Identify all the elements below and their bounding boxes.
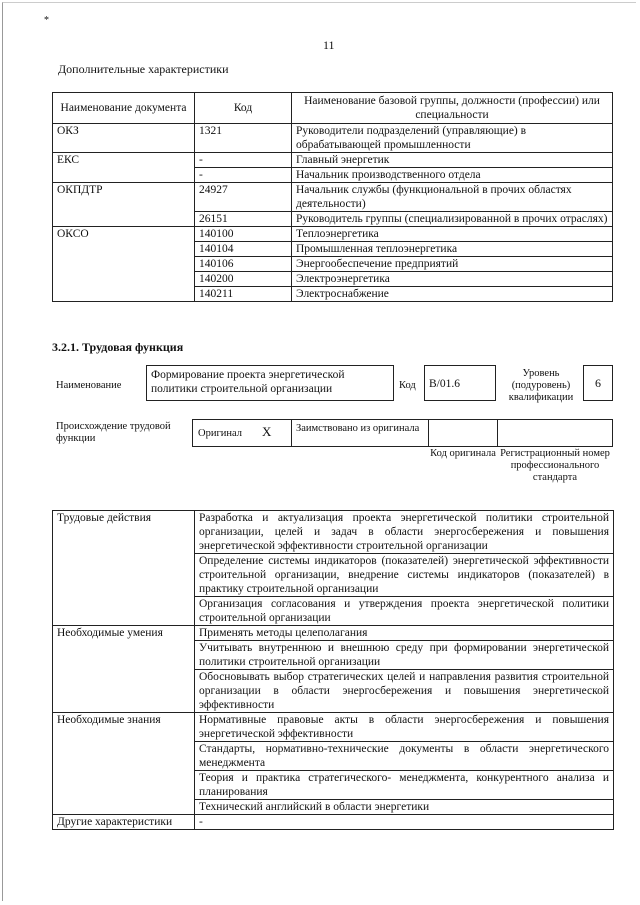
list-item: Разработка и актуализация проекта энергетической политики строительной организации, целей и задач в области энергосбережения и повышения энергетической эффективности строительной организации [195,511,614,554]
name-cell: Начальник производственного отдела [292,168,613,183]
table-row [53,815,614,830]
doc-cell: ОКЗ [53,124,195,153]
table-row [53,511,614,554]
category-other-characteristics: Другие характеристики [53,815,195,830]
name-cell: Теплоэнергетика [292,227,613,242]
code-cell: 140200 [195,272,292,287]
table-header-row [53,93,613,124]
list-item: Учитывать внутреннюю и внешнюю среду при формировании энергетической политики строительной организации [195,641,614,670]
original-mark: X [262,424,272,439]
code-cell: 140104 [195,242,292,257]
function-code-value: B/01.6 [429,378,460,390]
original-box [192,419,292,447]
doc-cell: ОКСО [53,227,195,302]
level-box [583,365,613,401]
name-cell: Электроснабжение [292,287,613,302]
name-cell: Главный энергетик [292,153,613,168]
list-item: Организация согласования и утверждения проекта энергетической политики строительной организации [195,597,614,626]
code-cell: 26151 [195,212,292,227]
code-cell: 24927 [195,183,292,212]
function-name-box [146,365,394,401]
original-code-box [428,419,498,447]
table-row [53,153,613,168]
name-cell: Руководитель группы (специализированной в прочих отраслях) [292,212,613,227]
original-code-caption: Код оригинала [430,448,496,459]
level-label: Уровень (подуровень) квалификации [508,368,574,403]
corner-mark: * [44,15,49,26]
function-name-value: Формирование проекта энергетической политики строительной организации [151,369,345,395]
borrowed-box [291,419,429,447]
list-item: Стандарты, нормативно-технические документы в области энергетического менеджмента [195,742,614,771]
table-row [53,713,614,742]
code-cell: 1321 [195,124,292,153]
page-number: 11 [323,38,335,52]
name-cell: Промышленная теплоэнергетика [292,242,613,257]
code-cell: - [195,168,292,183]
name-label: Наименование [56,380,122,391]
labor-function-title: 3.2.1. Трудовая функция [52,340,184,354]
table-row [53,183,613,212]
reg-number-caption: Регистрационный номер профессионального стандарта [500,448,610,483]
list-item: - [195,815,614,830]
doc-cell: ОКПДТР [53,183,195,227]
function-code-box [424,365,496,401]
list-item: Теория и практика стратегического- менеджмента, конкурентного анализа и планирования [195,771,614,800]
list-item: Технический английский в области энергетики [195,800,614,815]
header-document: Наименование документа [53,93,195,124]
category-required-skills: Необходимые умения [53,626,195,713]
name-cell: Энергообеспечение предприятий [292,257,613,272]
borrowed-label: Заимствовано из оригинала [296,423,420,434]
list-item: Применять методы целеполагания [195,626,614,641]
additional-characteristics-table [52,92,613,302]
header-code: Код [195,93,292,124]
list-item: Нормативные правовые акты в области энергосбережения и повышения энергетической эффективности [195,713,614,742]
list-item: Определение системы индикаторов (показателей) энергетической эффективности строительной организации, внедрение системы индикаторов (показателей) в практику строительной организации [195,554,614,597]
name-cell: Электроэнергетика [292,272,613,287]
list-item: Обосновывать выбор стратегических целей и направления развития строительной организации в области энергосбережения и повышения энергетической эффективности [195,670,614,713]
code-cell: - [195,153,292,168]
table-row [53,626,614,641]
table-row [53,124,613,153]
additional-characteristics-title: Дополнительные характеристики [58,62,229,76]
table-row [53,227,613,242]
origin-label: Происхождение трудовой функции [56,421,171,444]
header-name: Наименование базовой группы, должности (профессии) или специальности [292,93,613,124]
level-value: 6 [595,376,601,390]
name-cell: Руководители подразделений (управляющие) в обрабатывающей промышленности [292,124,613,153]
labor-function-details-table [52,510,614,830]
code-cell: 140211 [195,287,292,302]
doc-cell: ЕКС [53,153,195,183]
reg-number-box [497,419,613,447]
category-required-knowledge: Необходимые знания [53,713,195,815]
original-label: Оригинал [198,428,242,439]
code-label: Код [399,380,416,391]
code-cell: 140100 [195,227,292,242]
code-cell: 140106 [195,257,292,272]
category-labor-actions: Трудовые действия [53,511,195,626]
name-cell: Начальник службы (функциональной в прочих областях деятельности) [292,183,613,212]
